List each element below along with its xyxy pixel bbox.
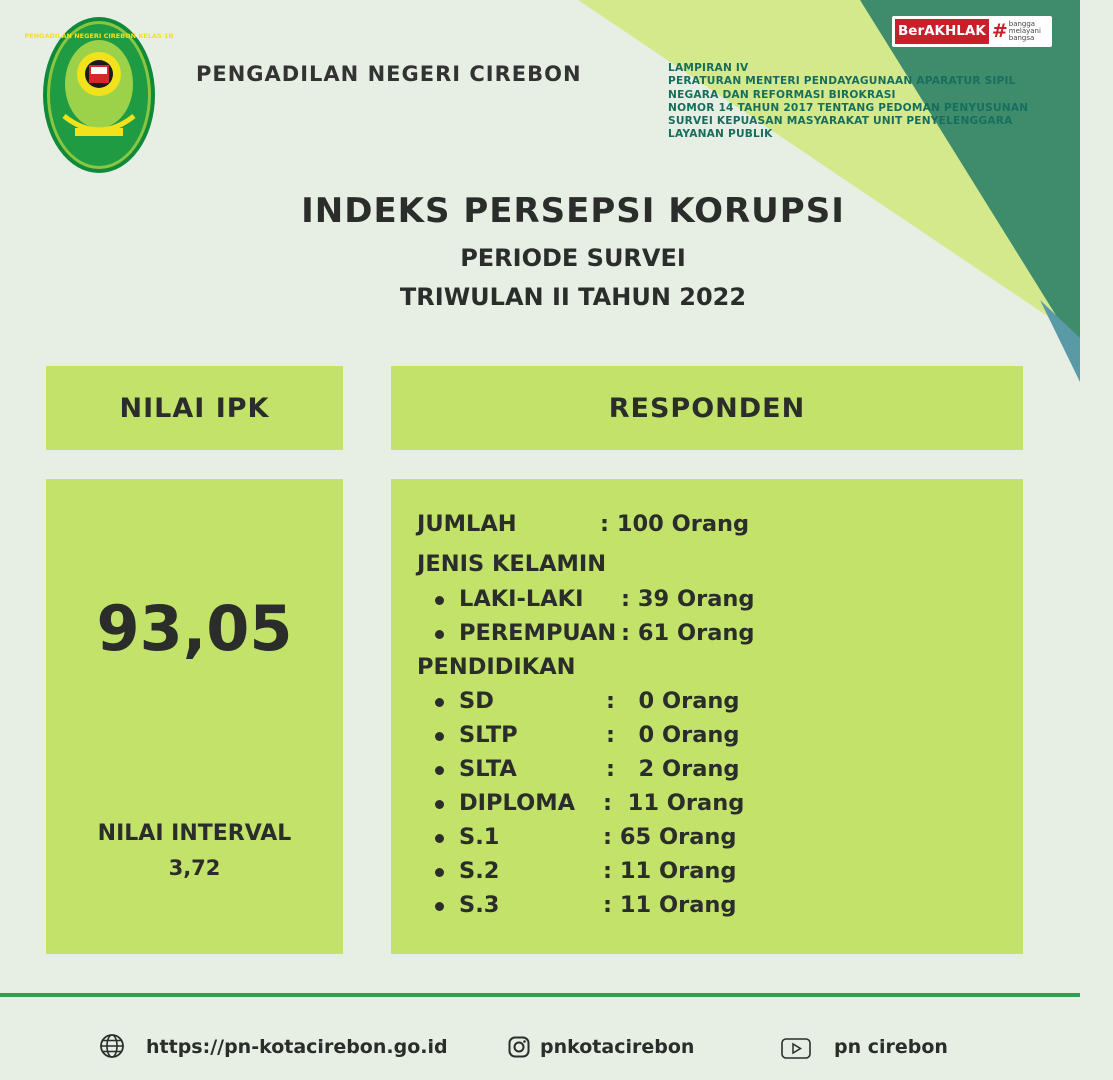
- court-name: PENGADILAN NEGERI CIREBON: [196, 62, 582, 86]
- badge-sub-line: melayani: [1008, 27, 1041, 35]
- badge-sub-text: [1009, 21, 1041, 42]
- globe-icon: [99, 1033, 125, 1059]
- responden-header: [391, 366, 1023, 450]
- footer-divider: [0, 993, 1080, 997]
- regulation-line: LAYANAN PUBLIK: [668, 128, 773, 141]
- survey-period-value: TRIWULAN II TAHUN 2022: [399, 283, 747, 311]
- ipk-value: 93,05: [96, 592, 293, 665]
- interval-label: NILAI INTERVAL: [97, 821, 292, 846]
- website-link[interactable]: https://pn-kotacirebon.go.id: [146, 1036, 448, 1058]
- slta-label: SLTA: [459, 756, 517, 782]
- youtube-icon: [781, 1038, 811, 1059]
- slta-value: : 2 Orang: [606, 756, 740, 782]
- badge-sub-line: bangga: [1008, 20, 1036, 28]
- regulation-line: NEGARA DAN REFORMASI BIROKRASI: [668, 88, 896, 101]
- s3-value: : 11 Orang: [603, 892, 737, 918]
- bullet-icon: [435, 800, 444, 809]
- bullet-icon: [435, 698, 444, 707]
- perempuan-value: : 61 Orang: [621, 620, 755, 646]
- jumlah-value: : 100 Orang: [600, 511, 750, 537]
- badge-main-text: BerAKHLAK: [895, 19, 989, 44]
- court-logo: [24, 16, 174, 174]
- regulation-line: LAMPIRAN IV: [668, 62, 749, 74]
- youtube-link[interactable]: pn cirebon: [834, 1036, 948, 1058]
- badge-sub-line: bangsa: [1008, 34, 1035, 42]
- logo-ring-text: PENGADILAN NEGERI CIREBON KELAS 1B: [24, 32, 174, 40]
- bullet-icon: [435, 732, 444, 741]
- bullet-icon: [435, 834, 444, 843]
- bullet-icon: [435, 766, 444, 775]
- pendidikan-heading: PENDIDIKAN: [417, 654, 576, 680]
- page-title: INDEKS PERSEPSI KORUPSI: [301, 191, 845, 231]
- s1-label: S.1: [459, 824, 500, 850]
- laki-laki-value: : 39 Orang: [621, 586, 755, 612]
- interval-value: 3,72: [168, 856, 221, 880]
- s2-label: S.2: [459, 858, 500, 884]
- s1-value: : 65 Orang: [603, 824, 737, 850]
- sd-label: SD: [459, 688, 494, 714]
- ipk-header: [46, 366, 343, 450]
- jumlah-label: JUMLAH: [417, 511, 517, 537]
- instagram-icon: [508, 1036, 530, 1058]
- s3-label: S.3: [459, 892, 500, 918]
- regulation-line: SURVEI KEPUASAN MASYARAKAT UNIT PENYELENGGARA: [668, 115, 1013, 128]
- regulation-reference: [668, 62, 1073, 142]
- regulation-line: NOMOR 14 TAHUN 2017 TENTANG PEDOMAN PENYUSUNAN: [668, 101, 1029, 114]
- bullet-icon: [435, 902, 444, 911]
- regulation-line: PERATURAN MENTERI PENDAYAGUNAAN APARATUR SIPIL: [668, 75, 1016, 88]
- s2-value: : 11 Orang: [603, 858, 737, 884]
- sd-value: : 0 Orang: [606, 688, 740, 714]
- survey-period-label: PERIODE SURVEI: [460, 244, 686, 272]
- sltp-value: : 0 Orang: [606, 722, 740, 748]
- ipk-header-label: NILAI IPK: [119, 392, 270, 424]
- bullet-icon: [435, 868, 444, 877]
- perempuan-label: PEREMPUAN: [459, 620, 617, 646]
- diploma-label: DIPLOMA: [459, 790, 576, 816]
- responden-header-label: RESPONDEN: [608, 392, 806, 424]
- bullet-icon: [435, 630, 444, 639]
- berakhlak-badge: [892, 16, 1052, 47]
- sltp-label: SLTP: [459, 722, 518, 748]
- laki-laki-label: LAKI-LAKI: [459, 586, 584, 612]
- bullet-icon: [435, 596, 444, 605]
- badge-hash-icon: #: [991, 20, 1008, 42]
- instagram-link[interactable]: pnkotacirebon: [540, 1036, 695, 1058]
- ipk-panel: [46, 479, 343, 954]
- diploma-value: : 11 Orang: [603, 790, 745, 816]
- jenis-kelamin-heading: JENIS KELAMIN: [417, 551, 607, 577]
